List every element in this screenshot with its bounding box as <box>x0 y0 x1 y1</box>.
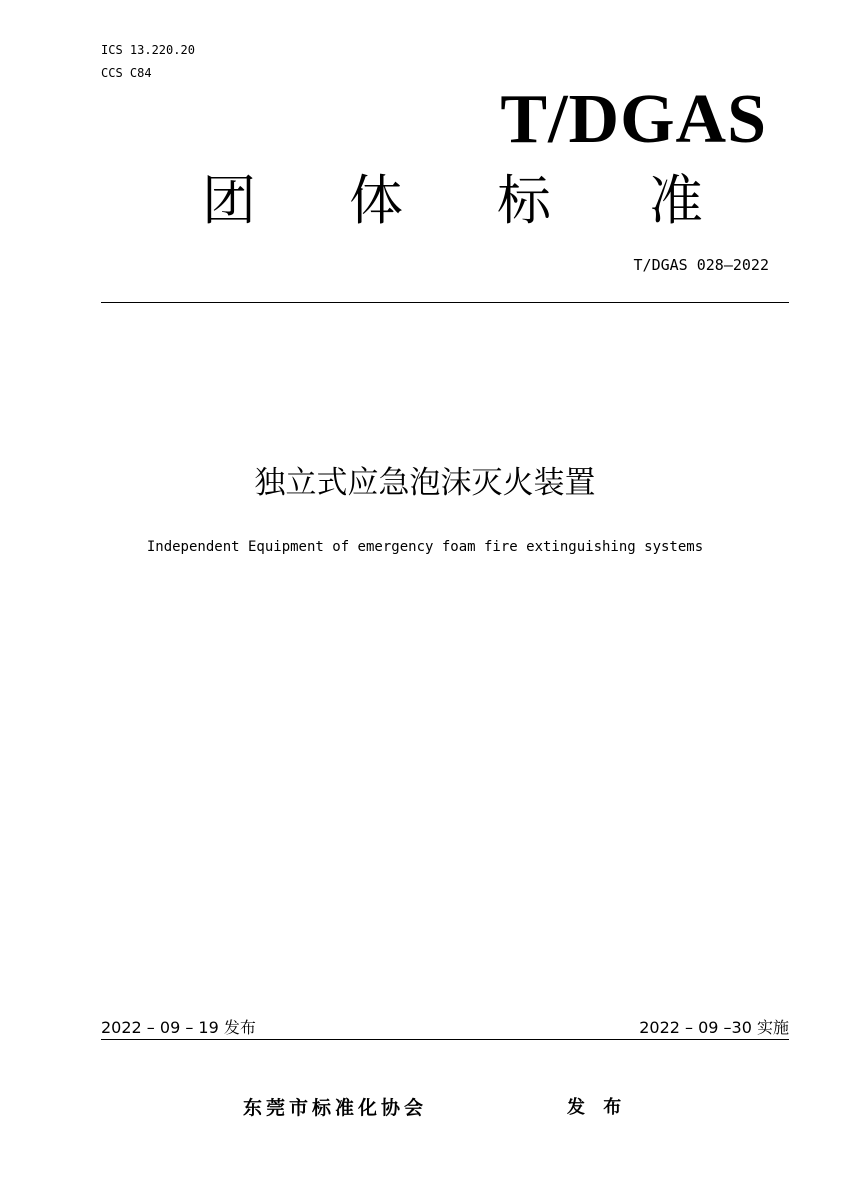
organization-code: T/DGAS <box>500 81 767 158</box>
standard-type-char-2: 体 <box>349 169 403 232</box>
document-title-english: Independent Equipment of emergency foam fire extinguishing systems <box>146 539 704 555</box>
publisher-name: 东莞市标准化协会 <box>243 1097 428 1119</box>
standard-type-char-3: 标 <box>497 169 551 232</box>
release-date: 2022 – 09 – 19 发布 <box>101 1018 256 1037</box>
ccs-code: CCS C84 <box>101 66 152 80</box>
implementation-date: 2022 – 09 –30 实施 <box>639 1018 789 1037</box>
footer-divider <box>101 1039 789 1040</box>
standard-number: T/DGAS 028—2022 <box>633 256 769 274</box>
publish-label: 发 布 <box>567 1097 628 1118</box>
document-title-chinese: 独立式应急泡沫灭火装置 <box>254 465 596 501</box>
ics-code: ICS 13.220.20 <box>101 43 195 57</box>
standard-type-char-1: 团 <box>202 169 256 232</box>
header-divider <box>101 302 789 303</box>
standard-type-char-4: 准 <box>649 169 703 232</box>
